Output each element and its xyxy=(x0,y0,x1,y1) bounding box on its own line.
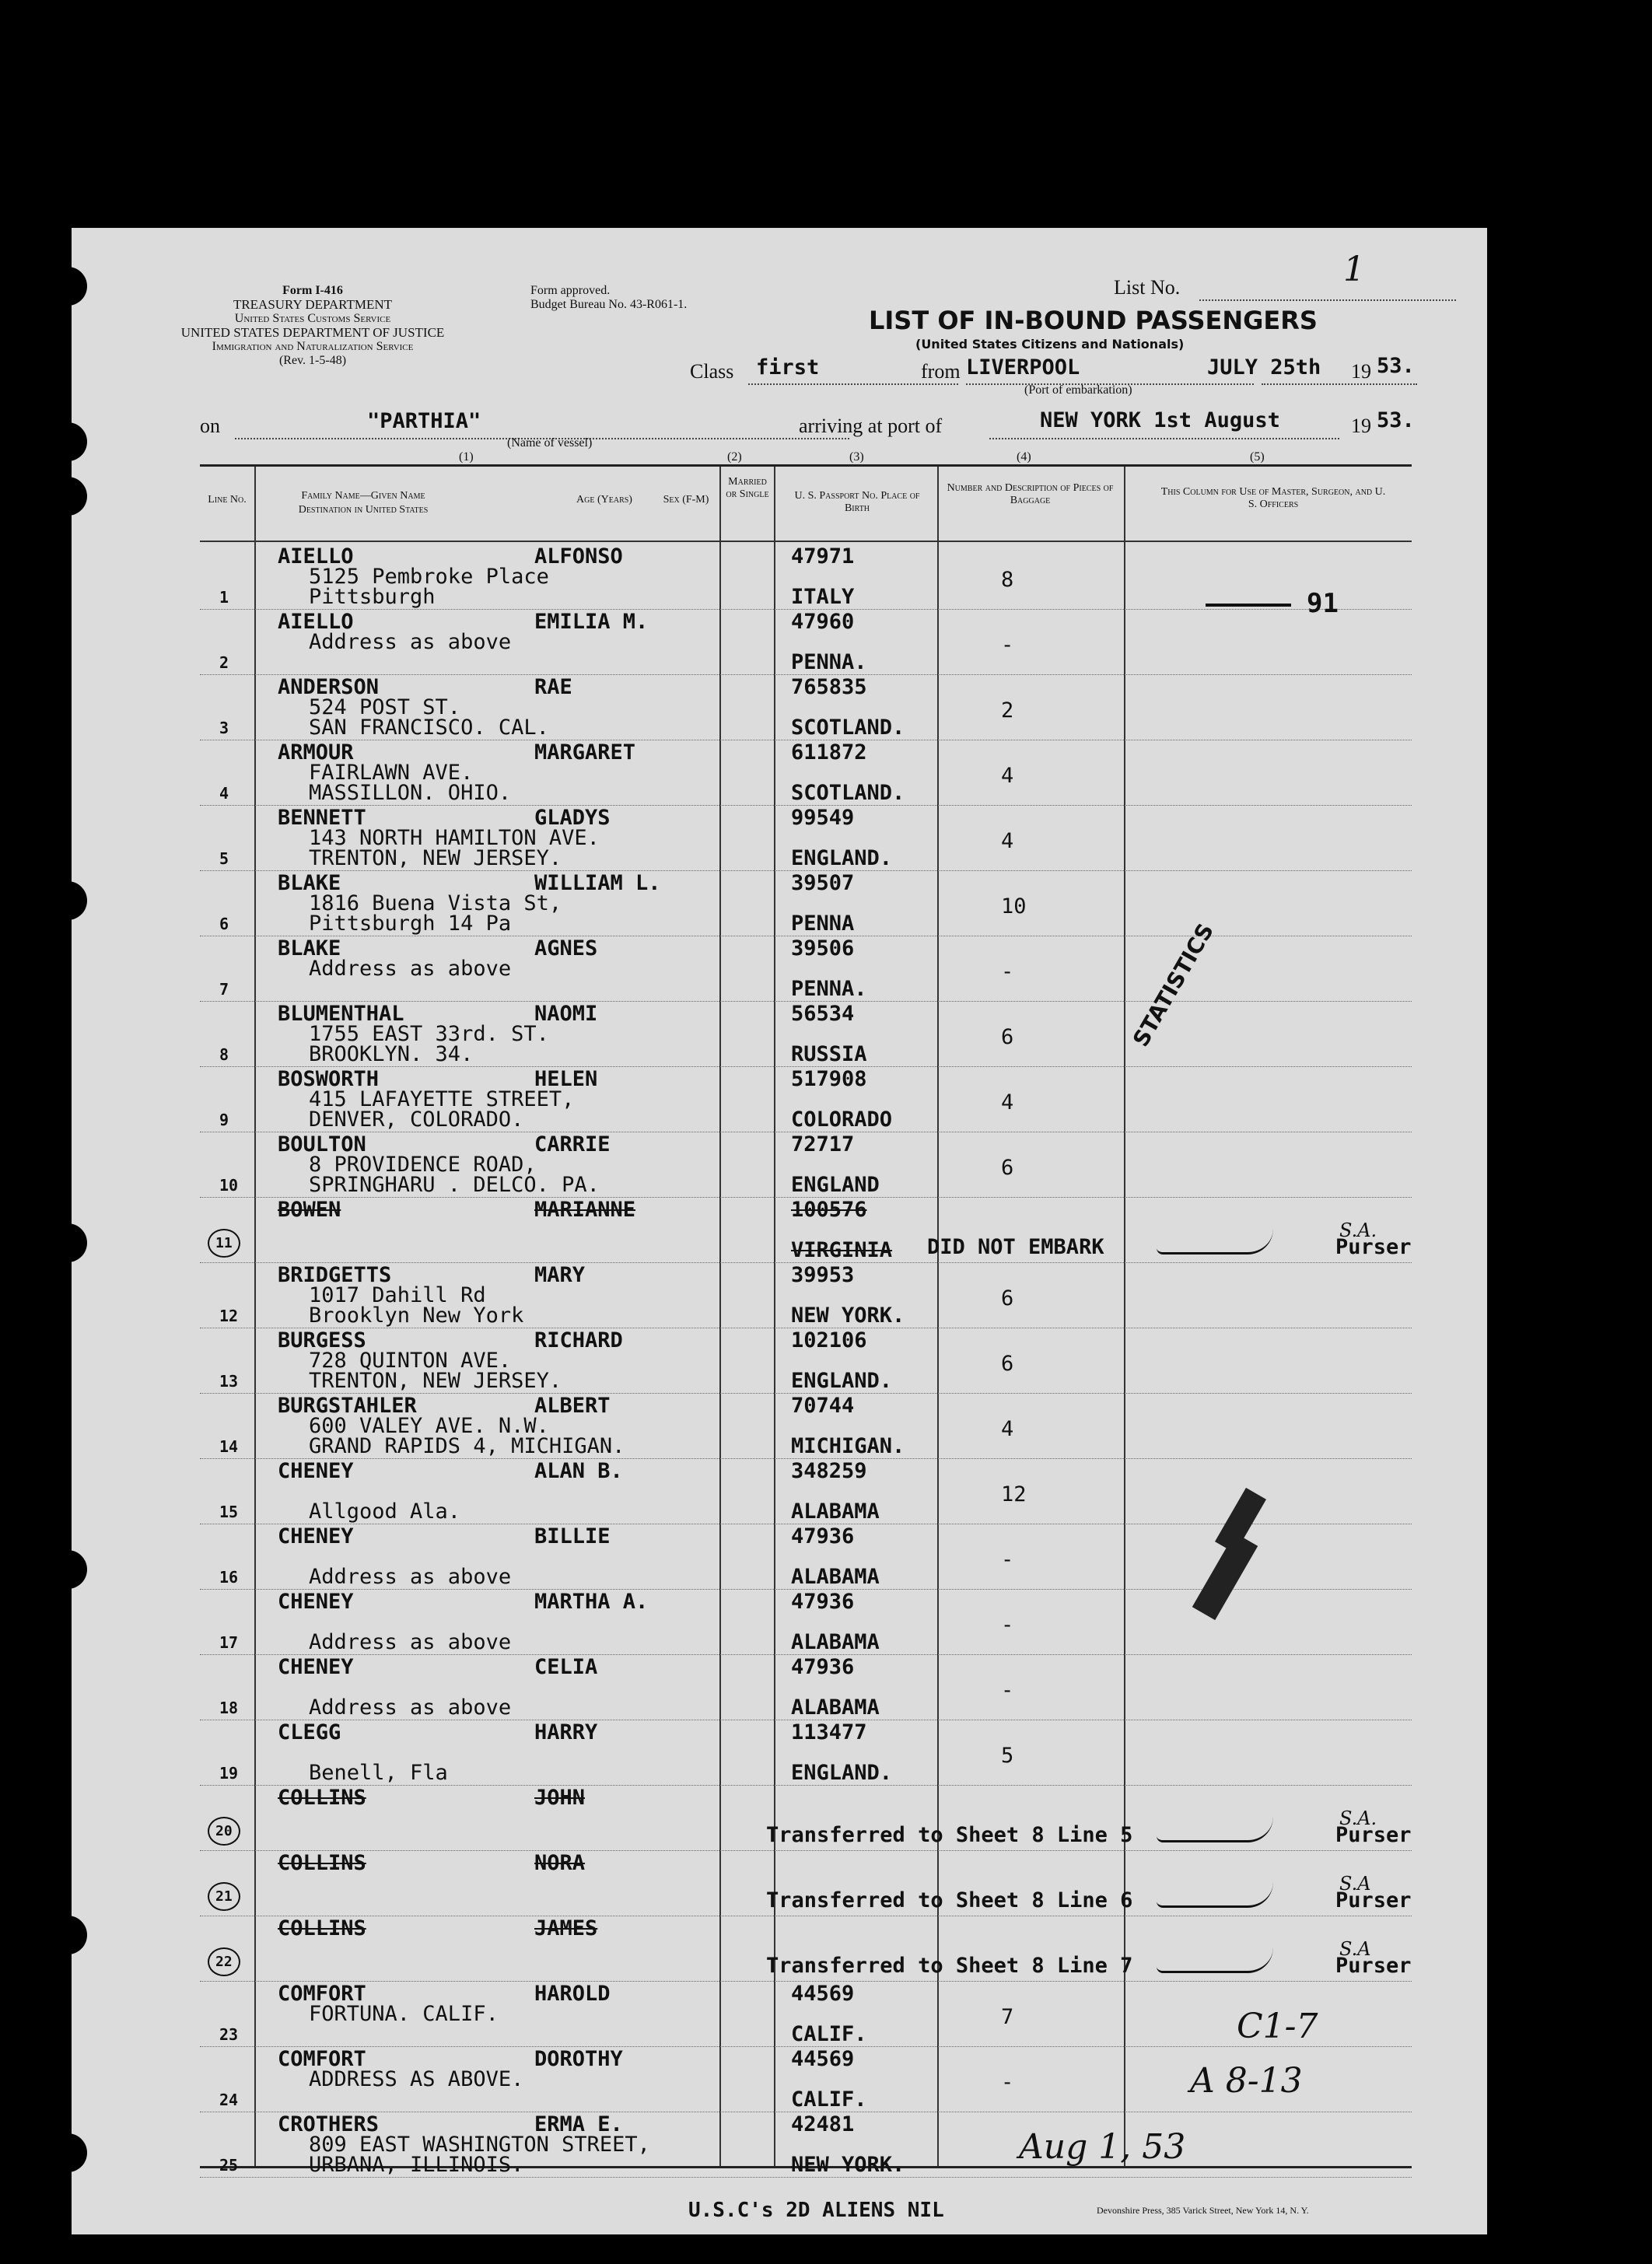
row-note: Transferred to Sheet 8 Line 5 xyxy=(766,1823,1133,1847)
handwritten-note: A 8-13 xyxy=(1190,2061,1303,2101)
line-number: 23 xyxy=(219,2025,239,2044)
passenger-given-name: RAE xyxy=(534,675,572,699)
line-number: 15 xyxy=(219,1503,239,1521)
form-header-block xyxy=(165,284,460,368)
line-number: 22 xyxy=(208,1947,240,1976)
passenger-surname: CHENEY xyxy=(278,1524,354,1548)
arriving-label: arriving at port of xyxy=(799,415,943,437)
baggage-count: 8 xyxy=(1001,568,1014,592)
baggage-count: - xyxy=(1001,2070,1014,2094)
punch-hole xyxy=(48,267,87,306)
passenger-surname: AIELLO xyxy=(278,610,354,634)
place-of-birth: ENGLAND. xyxy=(791,1761,893,1785)
passenger-given-name: MARY xyxy=(534,1263,586,1287)
line-number: 12 xyxy=(219,1307,239,1325)
place-of-birth: SCOTLAND. xyxy=(791,716,905,740)
punch-hole xyxy=(48,1916,87,1954)
class-value: first xyxy=(756,355,820,380)
from-label: from xyxy=(921,360,961,383)
passport-number: 39506 xyxy=(791,936,855,961)
year2: 53. xyxy=(1377,408,1415,432)
treasury-dept: TREASURY DEPARTMENT xyxy=(233,297,393,312)
passenger-surname: BURGESS xyxy=(278,1328,366,1352)
address-line-1: Address as above xyxy=(309,957,512,981)
line-number: 25 xyxy=(219,2156,239,2175)
baggage-count: 6 xyxy=(1001,1025,1014,1049)
passenger-given-name: ALAN B. xyxy=(534,1459,623,1483)
passenger-surname: COMFORT xyxy=(278,1982,366,2006)
footer-summary: U.S.C's 2D ALIENS NIL xyxy=(688,2199,944,2222)
signature-scribble xyxy=(1157,1882,1273,1908)
place-of-birth: CALIF. xyxy=(791,2022,867,2046)
address-line-2: MASSILLON. OHIO. xyxy=(309,781,512,805)
table-row xyxy=(200,1002,1412,1067)
address-line-2: Address as above xyxy=(309,1630,512,1654)
on-label: on xyxy=(200,415,220,437)
baggage-count: 4 xyxy=(1001,764,1014,788)
passenger-given-name: HAROLD xyxy=(534,1982,611,2006)
col-age: Age (Years) xyxy=(576,494,632,506)
place-of-birth: ALABAMA xyxy=(791,1695,880,1720)
address-line-1: 143 NORTH HAMILTON AVE. xyxy=(309,826,600,850)
punch-hole xyxy=(48,2133,87,2172)
address-line-1: 5125 Pembroke Place xyxy=(309,565,549,589)
punch-hole xyxy=(48,477,87,516)
punch-hole xyxy=(48,422,87,461)
place-of-birth: NEW YORK. xyxy=(791,2153,905,2177)
passenger-given-name: ALFONSO xyxy=(534,544,623,569)
passenger-surname: BURGSTAHLER xyxy=(278,1394,417,1418)
port-note: (Port of embarkation) xyxy=(1024,383,1132,397)
signature-role: Purser xyxy=(1335,1823,1412,1847)
strike-mark xyxy=(1206,604,1291,607)
baggage-count: - xyxy=(1001,960,1014,984)
vessel-name: "PARTHIA" xyxy=(367,409,481,433)
year1-prefix: 19 xyxy=(1351,360,1371,383)
line-number: 14 xyxy=(219,1437,239,1456)
passenger-given-name: CELIA xyxy=(534,1655,598,1679)
table-row xyxy=(200,1982,1412,2047)
passenger-given-name: BILLIE xyxy=(534,1524,611,1548)
col-index-5: (5) xyxy=(1250,450,1265,464)
signature-title: S.A. xyxy=(1339,1807,1377,1829)
line-number: 10 xyxy=(219,1176,239,1195)
address-line-1: 728 QUINTON AVE. xyxy=(309,1349,512,1373)
handwritten-note: Aug 1, 53 xyxy=(1019,2127,1186,2167)
address-line-1: 524 POST ST. xyxy=(309,695,461,719)
passenger-given-name: ERMA E. xyxy=(534,2112,623,2136)
address-line-1: 809 EAST WASHINGTON STREET, xyxy=(309,2133,650,2157)
class-line xyxy=(748,383,958,385)
passenger-surname: BOWEN xyxy=(278,1198,341,1222)
passenger-given-name: EMILIA M. xyxy=(534,610,649,634)
signature-title: S.A. xyxy=(1339,1219,1377,1241)
passenger-surname: CLEGG xyxy=(278,1720,341,1744)
header-separator xyxy=(200,541,1412,542)
place-of-birth: ITALY xyxy=(791,585,855,609)
passport-number: 39953 xyxy=(791,1263,855,1287)
place-of-birth: COLORADO xyxy=(791,1108,893,1132)
baggage-count: - xyxy=(1001,1548,1014,1572)
passenger-surname: CHENEY xyxy=(278,1655,354,1679)
passport-number: 47971 xyxy=(791,544,855,569)
passenger-given-name: NAOMI xyxy=(534,1002,598,1026)
passenger-given-name: DOROTHY xyxy=(534,2047,623,2071)
table-row xyxy=(200,1851,1412,1916)
line-number: 21 xyxy=(208,1882,240,1911)
statistics-stamp: STATISTICS xyxy=(1127,919,1220,1052)
line-number: 17 xyxy=(219,1633,239,1652)
signature-role: Purser xyxy=(1335,1954,1412,1978)
passenger-surname: ARMOUR xyxy=(278,740,354,765)
passenger-given-name: MARIANNE xyxy=(534,1198,636,1222)
table-row xyxy=(200,675,1412,740)
address-line-1: 1755 EAST 33rd. ST. xyxy=(309,1022,549,1046)
address-line-1: FAIRLAWN AVE. xyxy=(309,761,474,785)
passport-number: 765835 xyxy=(791,675,867,699)
signature-role: Purser xyxy=(1335,1888,1412,1912)
address-line-2: Pittsburgh 14 Pa xyxy=(309,912,512,936)
punch-hole xyxy=(48,1550,87,1589)
address-line-2: DENVER, COLORADO. xyxy=(309,1108,524,1132)
table-row xyxy=(200,1786,1412,1851)
col-sex: Sex (F-M) xyxy=(663,494,709,506)
line-number: 4 xyxy=(219,784,229,803)
line-number: 6 xyxy=(219,915,229,933)
baggage-count: 2 xyxy=(1001,698,1014,723)
col-baggage: Number and Description of Pieces of Baggage xyxy=(947,482,1114,506)
passenger-surname: COLLINS xyxy=(278,1916,366,1940)
col-family-name: Family Name—Given Name xyxy=(301,490,425,502)
passenger-surname: BOULTON xyxy=(278,1132,366,1156)
revision: (Rev. 1-5-48) xyxy=(278,354,347,367)
row-note: DID NOT EMBARK xyxy=(927,1235,1104,1259)
table-row xyxy=(200,1067,1412,1132)
address-line-2: Benell, Fla xyxy=(309,1761,448,1785)
table-row xyxy=(200,936,1412,1002)
line-number: 16 xyxy=(219,1568,239,1587)
printer-credit: Devonshire Press, 385 Varick Street, New York 14, N. Y. xyxy=(1097,2205,1309,2216)
col-index-4: (4) xyxy=(1017,450,1031,464)
passenger-given-name: HARRY xyxy=(534,1720,598,1744)
line-number: 13 xyxy=(219,1372,239,1391)
class-label: Class xyxy=(690,360,734,383)
passenger-surname: BLAKE xyxy=(278,871,341,895)
passenger-surname: BLUMENTHAL xyxy=(278,1002,404,1026)
line-number: 1 xyxy=(219,588,229,607)
address-line-2: BROOKLYN. 34. xyxy=(309,1042,474,1066)
date-line xyxy=(1262,383,1417,385)
place-of-birth: ENGLAND. xyxy=(791,1369,893,1393)
passport-number: 56534 xyxy=(791,1002,855,1026)
baggage-count: 5 xyxy=(1001,1744,1014,1768)
baggage-count: - xyxy=(1001,633,1014,657)
line-number: 3 xyxy=(219,719,229,737)
col-index-2: (2) xyxy=(727,450,742,464)
year1: 53. xyxy=(1377,354,1415,378)
table-row xyxy=(200,544,1412,610)
baggage-count: 6 xyxy=(1001,1286,1014,1310)
place-of-birth: ALABAMA xyxy=(791,1565,880,1589)
line-number: 18 xyxy=(219,1699,239,1717)
passenger-given-name: NORA xyxy=(534,1851,586,1875)
line-number: 24 xyxy=(219,2091,239,2109)
table-row xyxy=(200,1655,1412,1720)
table-row xyxy=(200,1198,1412,1263)
list-no-label: List No. xyxy=(1114,276,1181,299)
passport-number: 113477 xyxy=(791,1720,867,1744)
vessel-note: (Name of vessel) xyxy=(507,436,593,450)
signature-title: S.A xyxy=(1339,1938,1371,1960)
place-of-birth: NEW YORK. xyxy=(791,1303,905,1328)
address-line-2: Allgood Ala. xyxy=(309,1499,461,1524)
passenger-given-name: ALBERT xyxy=(534,1394,611,1418)
passport-number: 102106 xyxy=(791,1328,867,1352)
signature-scribble xyxy=(1157,1947,1273,1973)
col-index-3: (3) xyxy=(849,450,864,464)
punch-hole xyxy=(48,1223,87,1262)
address-line-2: Brooklyn New York xyxy=(309,1303,524,1328)
passenger-given-name: GLADYS xyxy=(534,806,611,830)
passenger-surname: BRIDGETTS xyxy=(278,1263,392,1287)
line-number: 19 xyxy=(219,1764,239,1783)
passenger-surname: AIELLO xyxy=(278,544,354,569)
stat-number: 91 xyxy=(1307,588,1339,619)
departure-date: JULY 25th xyxy=(1207,355,1321,380)
list-number: 1 xyxy=(1343,250,1365,289)
page-title: LIST OF IN-BOUND PASSENGERS xyxy=(869,306,1318,335)
baggage-count: 10 xyxy=(1001,894,1027,919)
passenger-surname: CHENEY xyxy=(278,1590,354,1614)
place-of-birth: ENGLAND. xyxy=(791,846,893,870)
passport-number: 47936 xyxy=(791,1524,855,1548)
year2-prefix: 19 xyxy=(1351,415,1371,437)
passenger-given-name: JOHN xyxy=(534,1786,586,1810)
baggage-count: 6 xyxy=(1001,1156,1014,1180)
line-number: 2 xyxy=(219,653,229,672)
passenger-surname: CROTHERS xyxy=(278,2112,380,2136)
address-line-2: SPRINGHARU . DELCO. PA. xyxy=(309,1173,600,1197)
arrival-line xyxy=(989,438,1339,439)
budget-bureau: Budget Bureau No. 43-R061-1. xyxy=(530,298,688,311)
line-number: 8 xyxy=(219,1045,229,1064)
address-line-2: Address as above xyxy=(309,1565,512,1589)
passport-number: 47936 xyxy=(791,1655,855,1679)
passenger-given-name: RICHARD xyxy=(534,1328,623,1352)
passport-number: 99549 xyxy=(791,806,855,830)
passport-number: 39507 xyxy=(791,871,855,895)
table-row xyxy=(200,1590,1412,1655)
passenger-surname: BOSWORTH xyxy=(278,1067,380,1091)
place-of-birth: PENNA. xyxy=(791,977,867,1001)
signature-title: S.A xyxy=(1339,1873,1371,1895)
passport-number: 611872 xyxy=(791,740,867,765)
table-row xyxy=(200,1916,1412,1982)
table-row xyxy=(200,740,1412,806)
place-of-birth: VIRGINIA xyxy=(791,1238,893,1262)
line-number: 5 xyxy=(219,849,229,868)
place-of-birth: MICHIGAN. xyxy=(791,1434,905,1458)
customs-service: United States Customs Service xyxy=(234,312,391,325)
row-note: Transferred to Sheet 8 Line 7 xyxy=(766,1954,1133,1978)
place-of-birth: CALIF. xyxy=(791,2087,867,2112)
line-number: 7 xyxy=(219,980,229,999)
passenger-given-name: HELEN xyxy=(534,1067,598,1091)
passenger-surname: COMFORT xyxy=(278,2047,366,2071)
line-number: 20 xyxy=(208,1817,240,1846)
ins-service: Immigration and Naturalization Service xyxy=(212,340,414,353)
line-number: 11 xyxy=(208,1229,240,1258)
baggage-count: - xyxy=(1001,1678,1014,1702)
passenger-given-name: AGNES xyxy=(534,936,598,961)
address-line-1: ADDRESS AS ABOVE. xyxy=(309,2067,524,2091)
list-no-line xyxy=(1199,299,1456,301)
table-row xyxy=(200,1263,1412,1328)
table-row xyxy=(200,806,1412,871)
address-line-1: 1816 Buena Vista St, xyxy=(309,891,562,915)
passenger-given-name: WILLIAM L. xyxy=(534,871,661,895)
baggage-count: - xyxy=(1001,1613,1014,1637)
baggage-count: 7 xyxy=(1001,2005,1014,2029)
signature-scribble xyxy=(1157,1229,1273,1254)
address-line-1: 1017 Dahill Rd xyxy=(309,1283,486,1307)
address-line-2: SAN FRANCISCO. CAL. xyxy=(309,716,549,740)
table-row xyxy=(200,1720,1412,1786)
row-note: Transferred to Sheet 8 Line 6 xyxy=(766,1888,1133,1912)
col-passport: U. S. Passport No. Place of Birth xyxy=(794,490,920,514)
form-approval xyxy=(530,284,687,312)
table-row xyxy=(200,1328,1412,1394)
justice-dept: UNITED STATES DEPARTMENT OF JUSTICE xyxy=(180,325,445,340)
passenger-surname: CHENEY xyxy=(278,1459,354,1483)
passport-number: 47936 xyxy=(791,1590,855,1614)
signature-scribble xyxy=(1157,1817,1273,1842)
col-destination: Destination in United States xyxy=(298,504,429,516)
form-approved: Form approved. xyxy=(530,284,611,297)
passenger-given-name: CARRIE xyxy=(534,1132,611,1156)
col-officers: This Column for Use of Master, Surgeon, and U. S. Officers xyxy=(1160,486,1386,510)
from-value: LIVERPOOL xyxy=(966,355,1080,380)
place-of-birth: SCOTLAND. xyxy=(791,781,905,805)
table-row xyxy=(200,871,1412,936)
passenger-surname: COLLINS xyxy=(278,1851,366,1875)
passport-number: 517908 xyxy=(791,1067,867,1091)
passport-number: 42481 xyxy=(791,2112,855,2136)
place-of-birth: PENNA xyxy=(791,912,855,936)
passenger-given-name: JAMES xyxy=(534,1916,598,1940)
handwritten-note: C1-7 xyxy=(1237,2007,1318,2046)
col-married: Married or Single xyxy=(726,476,769,500)
address-line-1: 600 VALEY AVE. N.W. xyxy=(309,1414,549,1438)
line-number: 9 xyxy=(219,1111,229,1129)
place-of-birth: ENGLAND xyxy=(791,1173,880,1197)
place-of-birth: RUSSIA xyxy=(791,1042,867,1066)
address-line-2: TRENTON, NEW JERSEY. xyxy=(309,1369,562,1393)
passenger-surname: ANDERSON xyxy=(278,675,380,699)
passport-number: 70744 xyxy=(791,1394,855,1418)
address-line-1: 415 LAFAYETTE STREET, xyxy=(309,1087,575,1111)
passenger-given-name: MARTHA A. xyxy=(534,1590,649,1614)
address-line-2: Pittsburgh xyxy=(309,585,436,609)
place-of-birth: ALABAMA xyxy=(791,1630,880,1654)
passenger-surname: BLAKE xyxy=(278,936,341,961)
arrival-port: NEW YORK 1st August xyxy=(1040,408,1280,432)
punch-hole xyxy=(48,881,87,920)
address-line-1: Address as above xyxy=(309,630,512,654)
passport-number: 47960 xyxy=(791,610,855,634)
table-row xyxy=(200,1394,1412,1459)
baggage-count: 4 xyxy=(1001,1417,1014,1441)
baggage-count: 4 xyxy=(1001,1090,1014,1115)
passport-number: 44569 xyxy=(791,1982,855,2006)
baggage-count: 6 xyxy=(1001,1352,1014,1376)
address-line-1: FORTUNA. CALIF. xyxy=(309,2002,499,2026)
passenger-given-name: MARGARET xyxy=(534,740,636,765)
place-of-birth: PENNA. xyxy=(791,650,867,674)
passenger-surname: COLLINS xyxy=(278,1786,366,1810)
passport-number: 100576 xyxy=(791,1198,867,1222)
col-index-1: (1) xyxy=(459,450,474,464)
col-line-no: Line No. xyxy=(208,494,247,506)
table-row xyxy=(200,2112,1412,2178)
form-number: Form I-416 xyxy=(282,284,343,297)
address-line-2: URBANA, ILLINOIS. xyxy=(309,2153,524,2177)
table-row xyxy=(200,1132,1412,1198)
passport-number: 72717 xyxy=(791,1132,855,1156)
passenger-surname: BENNETT xyxy=(278,806,366,830)
address-line-2: Address as above xyxy=(309,1695,512,1720)
table-row xyxy=(200,610,1412,675)
signature-role: Purser xyxy=(1335,1235,1412,1259)
baggage-count: 4 xyxy=(1001,829,1014,853)
passport-number: 44569 xyxy=(791,2047,855,2071)
address-line-2: GRAND RAPIDS 4, MICHIGAN. xyxy=(309,1434,625,1458)
row-rule xyxy=(200,2177,1412,2178)
passport-number: 348259 xyxy=(791,1459,867,1483)
address-line-1: 8 PROVIDENCE ROAD, xyxy=(309,1153,537,1177)
place-of-birth: ALABAMA xyxy=(791,1499,880,1524)
page-subtitle: (United States Citizens and Nationals) xyxy=(915,337,1185,352)
baggage-count: 12 xyxy=(1001,1482,1027,1506)
address-line-2: TRENTON, NEW JERSEY. xyxy=(309,846,562,870)
